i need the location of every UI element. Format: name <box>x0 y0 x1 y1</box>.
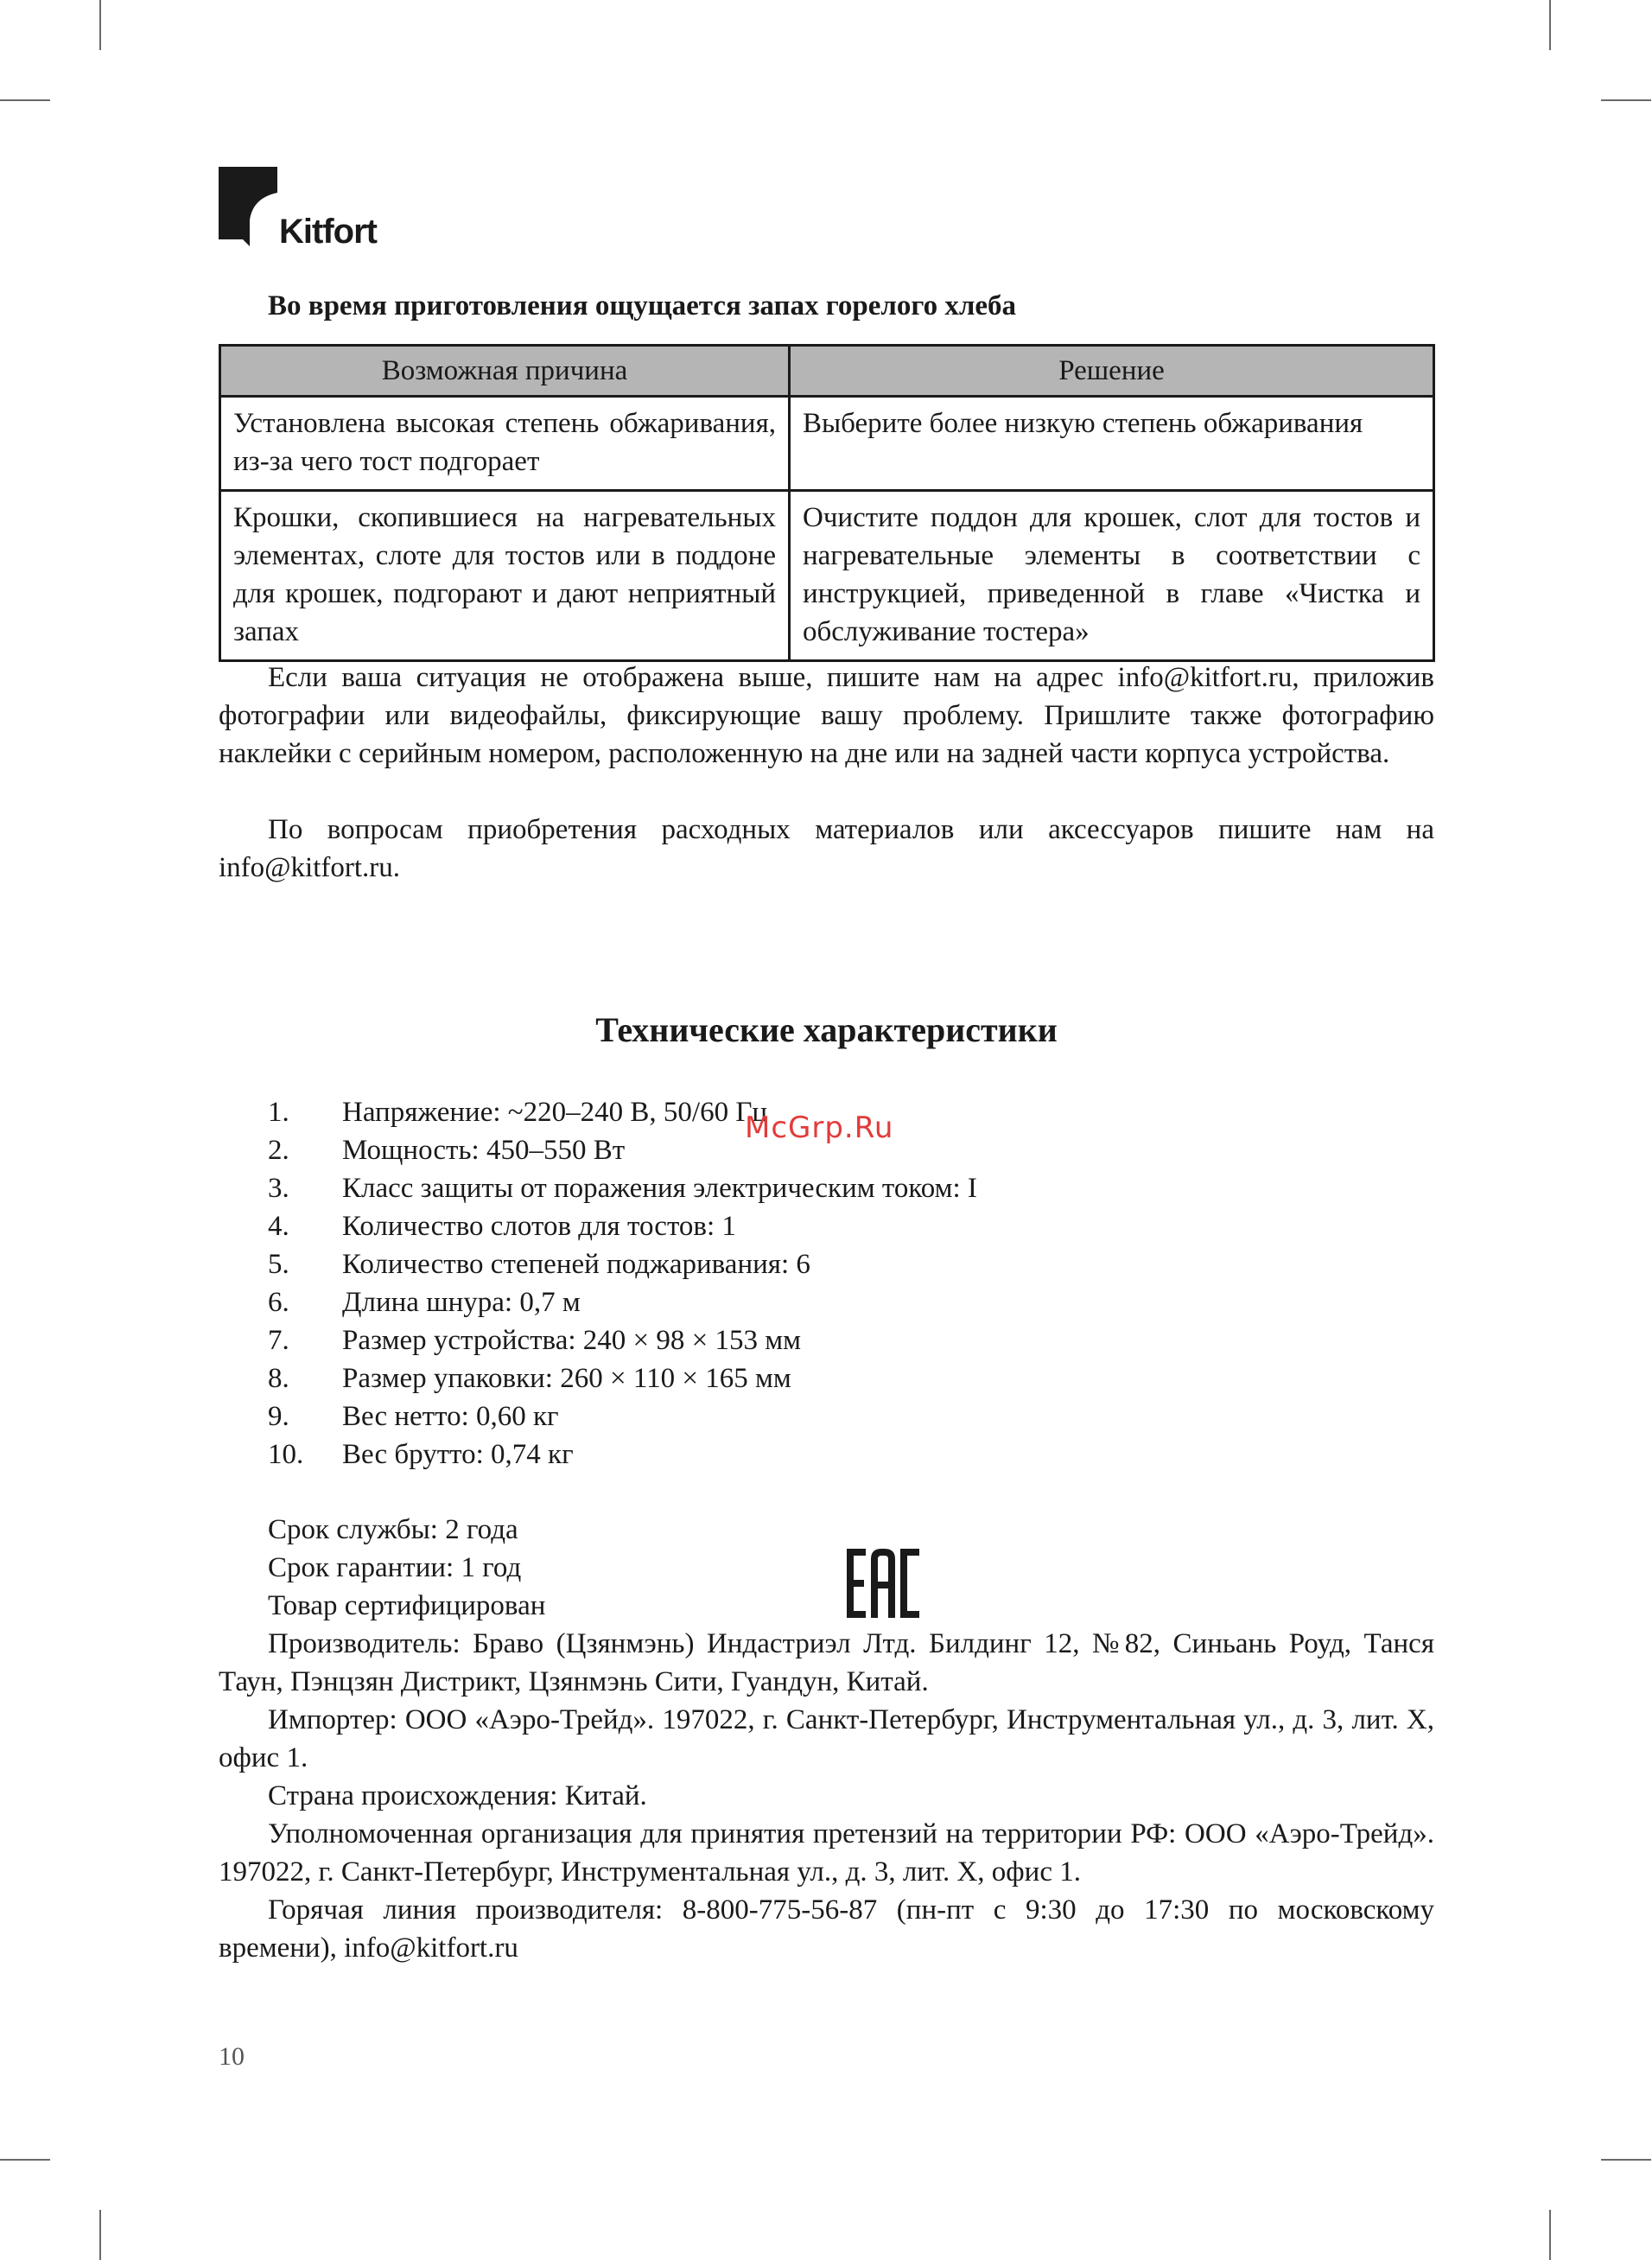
authorized-organization: Уполномоченная организация для принятия претензий на территории РФ: ООО «Аэро-Трейд». 197022, г. Санкт-Петербург, Инструментальная ул., д. 3, лит. Х, офис 1. <box>219 1818 1434 1888</box>
brand-name: Kitfort <box>279 213 377 251</box>
crop-mark <box>0 99 50 101</box>
list-item: 3. Класс защиты от поражения электрическим током: I <box>268 1173 977 1204</box>
contact-paragraph: Если ваша ситуация не отображена выше, пишите нам на адрес info@kitfort.ru, приложив фотографии или видеофайлы, фиксирующие вашу проблему. Пришлите также фотографию наклейки с серийным номером, расположенную на дне или на задней части корпуса устройства. <box>219 662 1434 769</box>
hotline: Горячая линия производителя: 8-800-775-56-87 (пн-пт с 9:30 до 17:30 по московскому времени), info@kitfort.ru <box>219 1894 1434 1964</box>
solution-cell: Очистите поддон для крошек, слот для тостов и нагревательные элементы в соответствии с инструкцией, приведенной в главе «Чистка и обслуживание тостера» <box>790 491 1434 661</box>
crop-mark <box>99 0 101 50</box>
kitfort-logo-icon <box>219 167 277 246</box>
list-item: 2. Мощность: 450–550 Вт <box>268 1135 626 1166</box>
list-item: 1. Напряжение: ~220–240 В, 50/60 Гц <box>268 1097 768 1128</box>
table-row <box>220 491 1434 661</box>
warranty: Срок гарантии: 1 год <box>268 1552 522 1583</box>
list-item: 6. Длина шнура: 0,7 м <box>268 1287 581 1318</box>
crop-mark <box>1601 2159 1651 2161</box>
list-item: 8. Размер упаковки: 260 × 110 × 165 мм <box>268 1363 791 1394</box>
crop-mark <box>1549 2210 1551 2260</box>
page-number: 10 <box>219 2042 245 2071</box>
list-item: 9. Вес нетто: 0,60 кг <box>268 1401 559 1432</box>
specs-list <box>268 1093 977 1474</box>
brand-logo <box>219 167 377 251</box>
certified: Товар сертифицирован <box>268 1590 546 1621</box>
header-cause: Возможная причина <box>220 346 790 397</box>
table-row <box>220 397 1434 491</box>
solution-cell: Выберите более низкую степень обжаривания <box>790 397 1434 491</box>
product-info <box>219 1511 1434 1967</box>
importer: Импортер: ООО «Аэро-Трейд». 197022, г. Санкт-Петербург, Инструментальная ул., д. 3, лит. Х, офис 1. <box>219 1704 1434 1773</box>
crop-mark <box>1549 0 1551 50</box>
eac-certification-icon <box>847 1549 919 1618</box>
accessories-paragraph: По вопросам приобретения расходных материалов или аксессуаров пишите нам на info@kitfort.ru. <box>219 814 1434 883</box>
watermark: McGrp.Ru <box>745 1111 894 1145</box>
crop-mark <box>1601 99 1651 101</box>
cause-cell: Крошки, скопившиеся на нагревательных элементах, слоте для тостов или в поддоне для крошек, подгорают и дают неприятный запах <box>220 491 790 661</box>
list-item: 4. Количество слотов для тостов: 1 <box>268 1211 736 1242</box>
list-item: 10. Вес брутто: 0,74 кг <box>268 1439 574 1470</box>
problem-title: Во время приготовления ощущается запах горелого хлеба <box>268 290 1016 321</box>
list-item: 7. Размер устройства: 240 × 98 × 153 мм <box>268 1325 801 1356</box>
crop-mark <box>0 2159 50 2161</box>
list-item: 5. Количество степеней поджаривания: 6 <box>268 1249 810 1280</box>
crop-mark <box>99 2210 101 2260</box>
specs-title: Технические характеристики <box>595 1010 1058 1049</box>
manufacturer: Производитель: Браво (Цзянмэнь) Индастриэл Лтд. Билдинг 12, №82, Синьань Роуд, Танся Таун, Пэнцзян Дистрикт, Цзянмэнь Сити, Гуандун, Китай. <box>219 1628 1434 1697</box>
troubleshooting-table <box>219 344 1435 662</box>
header-solution: Решение <box>790 346 1434 397</box>
origin: Страна происхождения: Китай. <box>268 1780 647 1811</box>
service-life: Срок службы: 2 года <box>268 1514 518 1545</box>
cause-cell: Установлена высокая степень обжаривания, из-за чего тост подгорает <box>220 397 790 491</box>
